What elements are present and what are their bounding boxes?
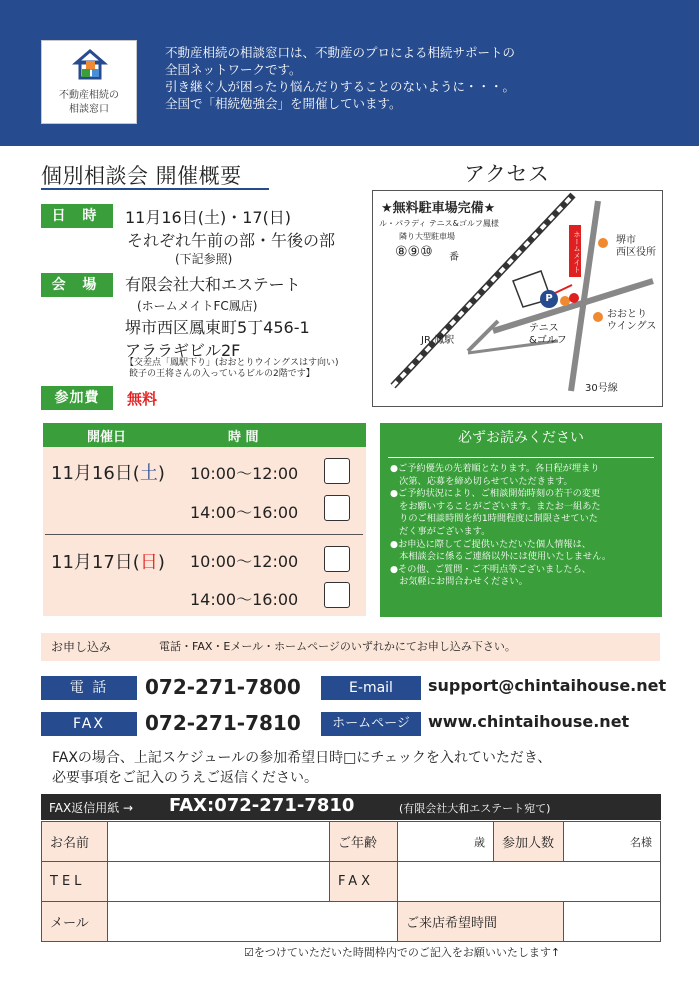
access-map (372, 190, 663, 407)
count-field[interactable] (564, 822, 661, 862)
day2-pm-time: 14:00〜16:00 (190, 590, 299, 609)
web-url[interactable]: www.chintaihouse.net (428, 712, 630, 731)
schedule-head-time: 時 間 (228, 430, 259, 445)
otori-wings-label (607, 309, 656, 333)
day2-prefix: 11月17日( (51, 552, 140, 573)
fax-bar-suffix: (有限会社大和エステート宛て) (399, 802, 551, 815)
header-intro (165, 44, 685, 112)
fee-label: 参加費 (41, 386, 113, 410)
logo-text (42, 89, 136, 117)
logo-line1: 不動産相続の (59, 90, 119, 101)
venue-building: アララギビル2F (125, 341, 241, 360)
form-row (42, 822, 661, 862)
notice-item: りのご相談時間を約1時間程度に制限させていた (390, 513, 598, 525)
notice-item: ●お申込に際してご提供いただいた個人情報は、 (390, 538, 591, 550)
mail-label: メール (42, 902, 108, 942)
tennis-line2: &ゴルフ (529, 335, 567, 346)
mail-field[interactable] (108, 902, 398, 942)
overview-title-underline (41, 188, 269, 190)
fax-bar-prefix: FAX返信用紙 → (49, 801, 134, 815)
schedule-header (43, 423, 366, 447)
name-field[interactable] (108, 822, 330, 862)
notice-item: ●その他、ご質問・ご不明点等ございましたら、 (390, 563, 591, 575)
tel-label: 電 話 (41, 676, 137, 700)
instruction-line1: FAXの場合、上記スケジュールの参加希望日時□にチェックを入れていただき、 (52, 750, 552, 766)
day1-prefix: 11月16日( (51, 463, 140, 484)
notice-box (380, 423, 662, 617)
intro-line: 引き継ぐ人が困ったり悩んだりすることのないように・・・。 (165, 79, 516, 94)
header-banner (0, 0, 699, 146)
apply-bar (41, 633, 660, 661)
form-row (42, 902, 661, 942)
venue-name: 有限会社大和エステート (125, 275, 301, 294)
fax-number[interactable]: 072-271-7810 (145, 711, 301, 735)
schedule-divider (45, 534, 363, 535)
venue-address: 堺市西区鳳東町5丁456-1 (125, 318, 310, 337)
day2-suffix: ) (157, 552, 165, 573)
notice-divider (388, 457, 654, 458)
venue-sub: (ホームメイトFC鳳店) (137, 299, 258, 313)
otori-line1: おおとり (607, 309, 647, 320)
email-address[interactable]: support@chintaihouse.net (428, 676, 667, 695)
intro-line: 不動産相続の相談窓口は、不動産のプロによる相続サポートの (165, 45, 516, 60)
day2-label (51, 548, 165, 574)
fax-form-label: FAX (330, 862, 398, 902)
venue-note1: 【交差点「鳳駅下り」(おおとりウイングスはす向い) (125, 358, 339, 368)
apply-label: お申し込み (51, 640, 112, 654)
intro-line: 全国ネットワークです。 (165, 62, 302, 77)
tennis-label (529, 323, 567, 347)
count-label: 参加人数 (494, 822, 564, 862)
parking-line2: 隣り大型駐車場 (399, 232, 455, 241)
sakai-office-label (616, 235, 656, 259)
day1-pm-time: 14:00〜16:00 (190, 503, 299, 522)
count-unit: 名様 (630, 835, 652, 849)
date-main: 11月16日(土)・17(日) (125, 208, 292, 227)
date-note: (下記参照) (175, 252, 233, 266)
day1-pm-checkbox[interactable] (324, 495, 350, 521)
parking-icon: P (545, 293, 553, 304)
overview-title: 個別相談会 開催概要 (41, 164, 242, 188)
date-sub: それぞれ午前の部・午後の部 (127, 231, 336, 250)
day1-suffix: ) (157, 463, 165, 484)
tennis-line1: テニス (529, 323, 559, 334)
age-field[interactable] (398, 822, 494, 862)
footnote: ☑をつけていただいた時間枠内でのご記入をお願いいたします↑ (244, 946, 561, 959)
day2-am-time: 10:00〜12:00 (190, 552, 299, 571)
instruction-line2: 必要事項をご記入のうえご返信ください。 (52, 770, 318, 786)
notice-item: だく事がございます。 (390, 525, 491, 537)
sakai-office-line1: 堺市 (616, 235, 636, 246)
day2-pm-checkbox[interactable] (324, 582, 350, 608)
day1-label (51, 459, 165, 485)
visit-time-label: ご来店希望時間 (398, 902, 564, 942)
visit-time-field[interactable] (564, 902, 661, 942)
fax-field[interactable] (398, 862, 661, 902)
fax-form-bar (41, 794, 661, 820)
fax-bar-number: FAX:072-271-7810 (169, 795, 355, 816)
parking-line1: ル・パラディ テニス&ゴルフ鳳様 (379, 219, 499, 228)
notice-item: ●ご予約状況により、ご相談開始時刻の若干の変更 (390, 488, 601, 500)
homemate-sign: ホームメイト (573, 231, 581, 273)
day2-dow: 日 (139, 552, 158, 573)
station-label: JR 鳳駅 (421, 335, 455, 346)
parking-suffix: 番 (449, 252, 459, 263)
access-title: アクセス (464, 162, 550, 186)
apply-text: 電話・FAX・Eメール・ホームページのいずれかにてお申し込み下さい。 (159, 640, 516, 653)
age-unit: 歳 (474, 835, 485, 849)
logo-line2: 相談窓口 (69, 104, 109, 115)
date-label: 日 時 (41, 204, 113, 228)
tel-number[interactable]: 072-271-7800 (145, 675, 301, 699)
route-label: 30号線 (585, 383, 618, 394)
logo (41, 40, 137, 124)
tel-form-label: TEL (42, 862, 108, 902)
fee-value: 無料 (127, 390, 158, 408)
notice-item: ●ご予約優先の先着順となります。各日程が埋まり (390, 463, 600, 474)
notice-item: お気軽にお問合わせください。 (390, 576, 528, 588)
notice-title: 必ずお読みください (458, 430, 584, 446)
form-row (42, 862, 661, 902)
fax-instructions (52, 748, 652, 788)
web-label: ホームページ (321, 712, 421, 736)
day2-am-checkbox[interactable] (324, 546, 350, 572)
notice-body (390, 463, 655, 589)
day1-am-time: 10:00〜12:00 (190, 464, 299, 483)
notice-item: 本相談会に係るご連絡以外には使用いたしません。 (390, 551, 612, 563)
tel-field[interactable] (108, 862, 330, 902)
fax-label: FAX (41, 712, 137, 736)
notice-item: をお願いすることがございます。またお一組あた (390, 500, 601, 512)
parking-spots: ⑧⑨⑩ (395, 244, 433, 260)
day1-dow: 土 (139, 463, 158, 484)
age-label: ご年齢 (330, 822, 398, 862)
venue-note2: 餃子の王将さんの入っているビルの2階です】 (129, 369, 315, 379)
schedule-head-date: 開催日 (87, 430, 127, 445)
intro-line: 全国で「相続勉強会」を開催しています。 (165, 96, 402, 111)
house-logo-icon (72, 47, 108, 83)
sakai-office-line2: 西区役所 (616, 247, 656, 258)
email-label: E-mail (321, 676, 421, 700)
parking-title: ★無料駐車場完備★ (381, 201, 496, 216)
venue-label: 会 場 (41, 273, 113, 297)
otori-line2: ウイングス (607, 321, 657, 332)
notice-item: 次第、応募を締め切らせていただきます。 (390, 475, 573, 487)
name-label: お名前 (42, 822, 108, 862)
fax-form-table (41, 821, 661, 942)
day1-am-checkbox[interactable] (324, 458, 350, 484)
